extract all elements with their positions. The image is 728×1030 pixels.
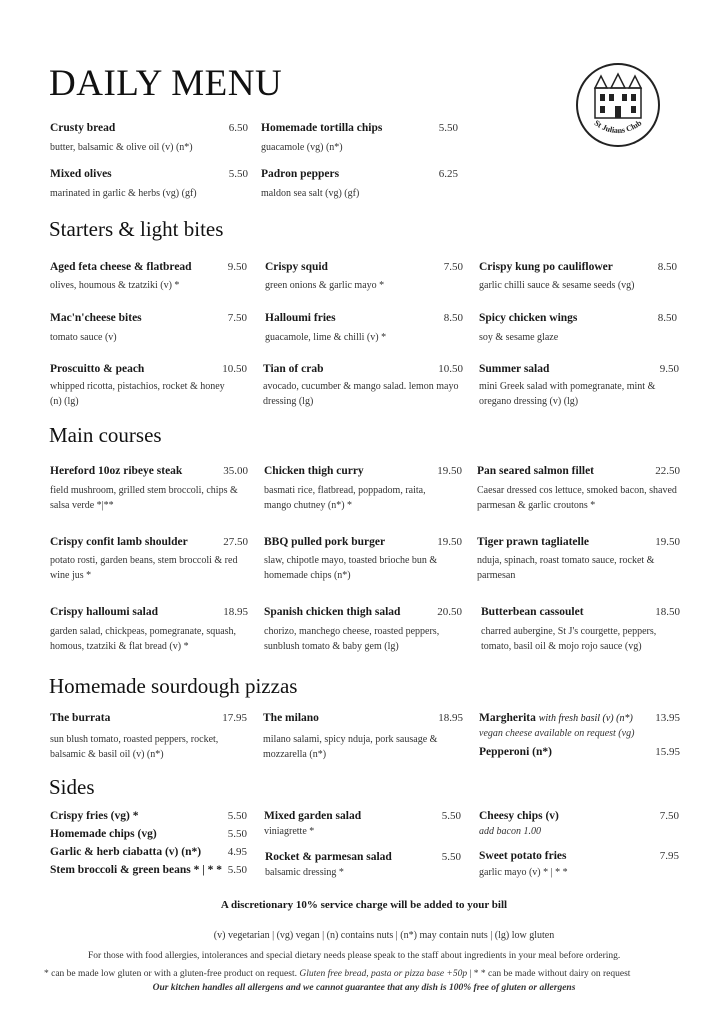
item-desc: green onions & garlic mayo * bbox=[265, 280, 385, 291]
item-desc: garden salad, chickpeas, pomegranate, squash, homous, tzatziki & flat bread (v) * bbox=[50, 626, 237, 652]
item-name: Rocket & parmesan salad bbox=[265, 851, 392, 863]
item-name: Tiger prawn tagliatelle bbox=[477, 536, 590, 548]
item-price: 19.50 bbox=[655, 536, 680, 548]
item-price: 5.50 bbox=[228, 168, 248, 180]
item-name: Pepperoni (n*) bbox=[479, 746, 552, 758]
item-name: Mac'n'cheese bites bbox=[50, 312, 142, 324]
item-desc: vegan cheese available on request (vg) bbox=[479, 728, 635, 739]
item-desc: balsamic dressing * bbox=[265, 867, 344, 878]
item-price: 5.50 bbox=[227, 828, 247, 840]
item-price: 20.50 bbox=[437, 606, 462, 618]
item-desc: milano salami, spicy nduja, pork sausage & mozzarella (n*) bbox=[263, 734, 438, 760]
item-price: 6.50 bbox=[228, 122, 248, 134]
item-name: Crispy halloumi salad bbox=[50, 606, 158, 618]
item-price: 35.00 bbox=[223, 465, 248, 477]
allergy-note: For those with food allergies, intolerances and special dietary needs please speak to the staff about ingredients in your meal before ordering. bbox=[88, 951, 621, 961]
item-name: Hereford 10oz ribeye steak bbox=[50, 465, 183, 477]
item-name: Tian of crab bbox=[263, 363, 324, 375]
item-price: 5.50 bbox=[227, 864, 247, 876]
item-price: 18.50 bbox=[655, 606, 680, 618]
item-price: 6.25 bbox=[438, 168, 458, 180]
item-desc: garlic chilli sauce & sesame seeds (vg) bbox=[479, 280, 635, 291]
item-name: Crispy squid bbox=[265, 261, 328, 273]
item-name: Homemade chips (vg) bbox=[50, 828, 157, 840]
item-name: Mixed olives bbox=[50, 168, 112, 180]
item-price: 17.95 bbox=[222, 712, 247, 724]
item-desc: charred aubergine, St J's courgette, peppers, tomato, basil oil & mojo rojo sauce (vg) bbox=[481, 626, 657, 652]
item-desc: avocado, cucumber & mango salad. lemon mayo dressing (lg) bbox=[263, 381, 459, 407]
item-name: Padron peppers bbox=[261, 168, 340, 180]
item-name: BBQ pulled pork burger bbox=[264, 536, 386, 548]
item-desc: tomato sauce (v) bbox=[50, 332, 117, 343]
allergen-disclaimer: Our kitchen handles all allergens and we cannot guarantee that any dish is 100% free of gluten or allergens bbox=[152, 983, 576, 993]
item-name: Halloumi fries bbox=[265, 312, 336, 324]
item-name: Cheesy chips (v) bbox=[479, 810, 559, 822]
item-desc: marinated in garlic & herbs (vg) (gf) bbox=[50, 188, 197, 199]
item-desc: potato rosti, garden beans, stem broccoli & red wine jus * bbox=[50, 555, 238, 581]
item-price: 7.50 bbox=[443, 261, 463, 273]
item-price: 9.50 bbox=[227, 261, 247, 273]
item-price: 27.50 bbox=[223, 536, 248, 548]
item-price: 5.50 bbox=[441, 851, 461, 863]
item-name: Summer salad bbox=[479, 363, 550, 375]
item-desc: field mushroom, grilled stem broccoli, chips & salsa verde *|** bbox=[50, 485, 238, 511]
section-heading-sides: Sides bbox=[49, 775, 95, 799]
item-desc: Caesar dressed cos lettuce, smoked bacon, shaved parmesan & garlic croutons * bbox=[477, 485, 677, 511]
item-price: 8.50 bbox=[443, 312, 463, 324]
item-price: 9.50 bbox=[659, 363, 679, 375]
item-name: Garlic & herb ciabatta (v) (n*) bbox=[50, 846, 202, 858]
dietary-key: (v) vegetarian | (vg) vegan | (n) contains nuts | (n*) may contain nuts | (lg) low gluten bbox=[213, 930, 555, 941]
item-price: 15.95 bbox=[655, 746, 680, 758]
gluten-note-a: * can be made low gluten or with a gluten-free product on request. bbox=[44, 969, 297, 979]
gluten-note-b: Gluten free bread, pasta or pizza base +50p bbox=[299, 969, 468, 979]
item-name: The milano bbox=[263, 712, 319, 724]
item-desc: guacamole, lime & chilli (v) * bbox=[265, 332, 387, 343]
item-price: 5.50 bbox=[438, 122, 458, 134]
section-heading-mains: Main courses bbox=[49, 423, 162, 447]
item-price: 8.50 bbox=[657, 261, 677, 273]
item-price: 10.50 bbox=[438, 363, 463, 375]
item-name: Pan seared salmon fillet bbox=[477, 465, 595, 477]
item-name: Spicy chicken wings bbox=[479, 312, 578, 324]
item-desc: whipped ricotta, pistachios, rocket & honey (n) (lg) bbox=[50, 381, 225, 407]
item-name: Proscuitto & peach bbox=[50, 363, 145, 375]
item-price: 18.95 bbox=[438, 712, 463, 724]
item-price: 10.50 bbox=[222, 363, 247, 375]
item-desc: soy & sesame glaze bbox=[479, 332, 559, 343]
item-name: The burrata bbox=[50, 712, 111, 724]
item-name: Crispy kung po cauliflower bbox=[479, 261, 613, 273]
item-desc: garlic mayo (v) * | * * bbox=[479, 867, 568, 878]
item-desc: olives, houmous & tzatziki (v) * bbox=[50, 280, 180, 291]
section-heading-pizzas: Homemade sourdough pizzas bbox=[49, 674, 298, 698]
item-price: 4.95 bbox=[227, 846, 247, 858]
svg-text:St Julians Club bbox=[593, 118, 644, 135]
item-desc: basmati rice, flatbread, poppadom, raita, mango chutney (n*) * bbox=[264, 485, 426, 511]
page-title: DAILY MENU bbox=[49, 63, 283, 104]
item-name: Chicken thigh curry bbox=[264, 465, 364, 477]
item-name: Aged feta cheese & flatbread bbox=[50, 261, 192, 273]
item-price: 7.50 bbox=[227, 312, 247, 324]
service-charge-note: A discretionary 10% service charge will be added to your bill bbox=[220, 899, 508, 911]
item-name: Crispy confit lamb shoulder bbox=[50, 536, 188, 548]
gluten-note-c: | * * can be made without dairy on request bbox=[469, 969, 631, 979]
pizza-name: Margherita bbox=[479, 712, 536, 724]
logo-text: St Julians Club bbox=[592, 118, 644, 136]
section-heading-starters: Starters & light bites bbox=[49, 217, 224, 241]
item-name: Sweet potato fries bbox=[479, 850, 567, 862]
item-name bbox=[479, 712, 633, 724]
club-logo bbox=[575, 62, 661, 148]
item-name: Crispy fries (vg) * bbox=[50, 810, 139, 822]
item-price: 5.50 bbox=[441, 810, 461, 822]
item-desc: add bacon 1.00 bbox=[479, 826, 541, 837]
item-desc: guacamole (vg) (n*) bbox=[261, 142, 343, 153]
item-desc: mini Greek salad with pomegranate, mint & oregano dressing (v) (lg) bbox=[479, 381, 656, 407]
item-name: Crusty bread bbox=[50, 122, 116, 134]
item-name: Mixed garden salad bbox=[264, 810, 362, 822]
item-desc: viniagrette * bbox=[264, 826, 315, 837]
item-price: 7.95 bbox=[659, 850, 679, 862]
item-desc: slaw, chipotle mayo, toasted brioche bun & homemade chips (n*) bbox=[264, 555, 438, 581]
pizza-extra: with fresh basil (v) (n*) bbox=[538, 713, 633, 724]
item-desc: butter, balsamic & olive oil (v) (n*) bbox=[50, 142, 193, 153]
item-price: 8.50 bbox=[657, 312, 677, 324]
gluten-note bbox=[44, 969, 630, 979]
item-name: Homemade tortilla chips bbox=[261, 122, 383, 134]
item-price: 5.50 bbox=[227, 810, 247, 822]
item-price: 19.50 bbox=[437, 465, 462, 477]
item-desc: nduja, spinach, roast tomato sauce, rocket & parmesan bbox=[477, 555, 655, 581]
item-price: 22.50 bbox=[655, 465, 680, 477]
item-price: 13.95 bbox=[655, 712, 680, 724]
item-name: Stem broccoli & green beans * | * * bbox=[50, 864, 223, 876]
item-price: 19.50 bbox=[437, 536, 462, 548]
item-desc: maldon sea salt (vg) (gf) bbox=[261, 188, 360, 199]
item-desc: chorizo, manchego cheese, roasted peppers, sunblush tomato & baby gem (lg) bbox=[264, 626, 440, 652]
item-name: Spanish chicken thigh salad bbox=[264, 606, 401, 618]
item-price: 7.50 bbox=[659, 810, 679, 822]
item-price: 18.95 bbox=[223, 606, 248, 618]
item-name: Butterbean cassoulet bbox=[481, 606, 584, 618]
item-desc: sun blush tomato, roasted peppers, rocket, balsamic & basil oil (v) (n*) bbox=[50, 734, 219, 760]
